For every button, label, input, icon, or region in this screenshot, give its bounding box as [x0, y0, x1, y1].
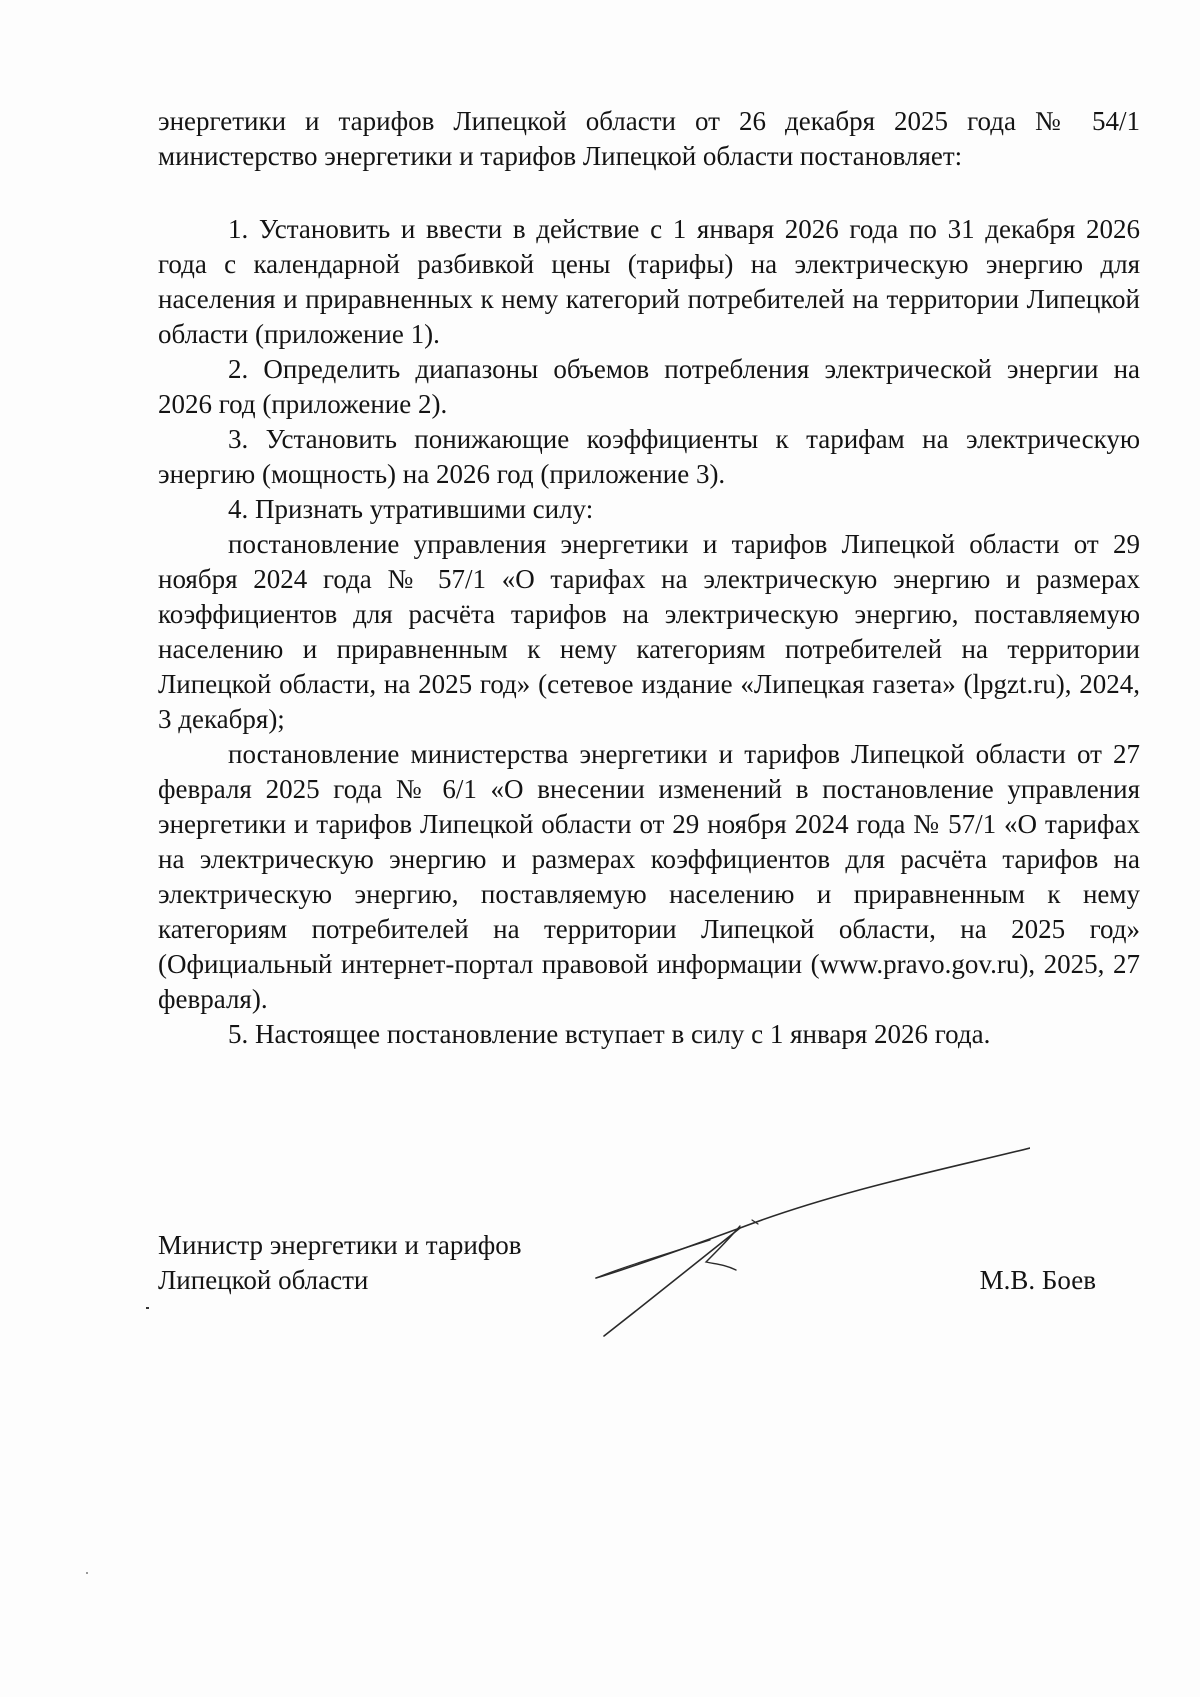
- signatory-title-line-2: Липецкой области: [158, 1265, 369, 1295]
- item-5-paragraph: 5. Настоящее постановление вступает в силу с 1 января 2026 года.: [228, 1019, 991, 1049]
- repealed-act-2-paragraph: постановление министерства энергетики и тарифов Липецкой области от 27 февраля 2025 года № 6/1 «О внесении изменений в постановление управления энергетики и тарифов Липецкой области от 29 ноября 2024 года № 57/1 «О тарифах на электрическую энергию и размерах коэффициентов для расчёта тарифов на электрическую энергию, поставляемую населению и приравненным к нему категориям потребителей на территории Липецкой области, на 2025 год» (Официальный интернет-портал правовой информации (www.pravo.gov.ru), 2025, 27 февраля).: [158, 739, 1140, 1014]
- item-3-paragraph: 3. Установить понижающие коэффициенты к тарифам на электрическую энергию (мощность) на 2026 год (приложение 3).: [158, 424, 1140, 489]
- intro-paragraph: энергетики и тарифов Липецкой области от 26 декабря 2025 года № 54/1 министерство энергетики и тарифов Липецкой области постановляет:: [158, 106, 1140, 171]
- document-body: [158, 104, 1140, 1052]
- signatory-name: М.В. Боев: [979, 1265, 1096, 1295]
- item-2-paragraph: 2. Определить диапазоны объемов потребления электрической энергии на 2026 год (приложение 2).: [158, 354, 1140, 419]
- scan-speck: [146, 1307, 149, 1309]
- item-1-paragraph: 1. Установить и ввести в действие с 1 января 2026 года по 31 декабря 2026 года с календарной разбивкой цены (тарифы) на электрическую энергию для населения и приравненных к нему категорий потребителей на территории Липецкой области (приложение 1).: [158, 214, 1140, 349]
- repealed-act-1-paragraph: постановление управления энергетики и тарифов Липецкой области от 29 ноября 2024 года № 57/1 «О тарифах на электрическую энергию и размерах коэффициентов для расчёта тарифов на электрическую энергию, поставляемую населению и приравненным к нему категориям потребителей на территории Липецкой области, на 2025 год» (сетевое издание «Липецкая газета» (lpgzt.ru), 2024, 3 декабря);: [158, 529, 1140, 734]
- signature-block: [158, 1228, 1140, 1348]
- item-4-paragraph: 4. Признать утратившими силу:: [228, 494, 594, 524]
- signatory-title: [158, 1228, 522, 1298]
- scan-speck: [86, 1572, 88, 1574]
- signatory-title-line-1: Министр энергетики и тарифов: [158, 1230, 522, 1260]
